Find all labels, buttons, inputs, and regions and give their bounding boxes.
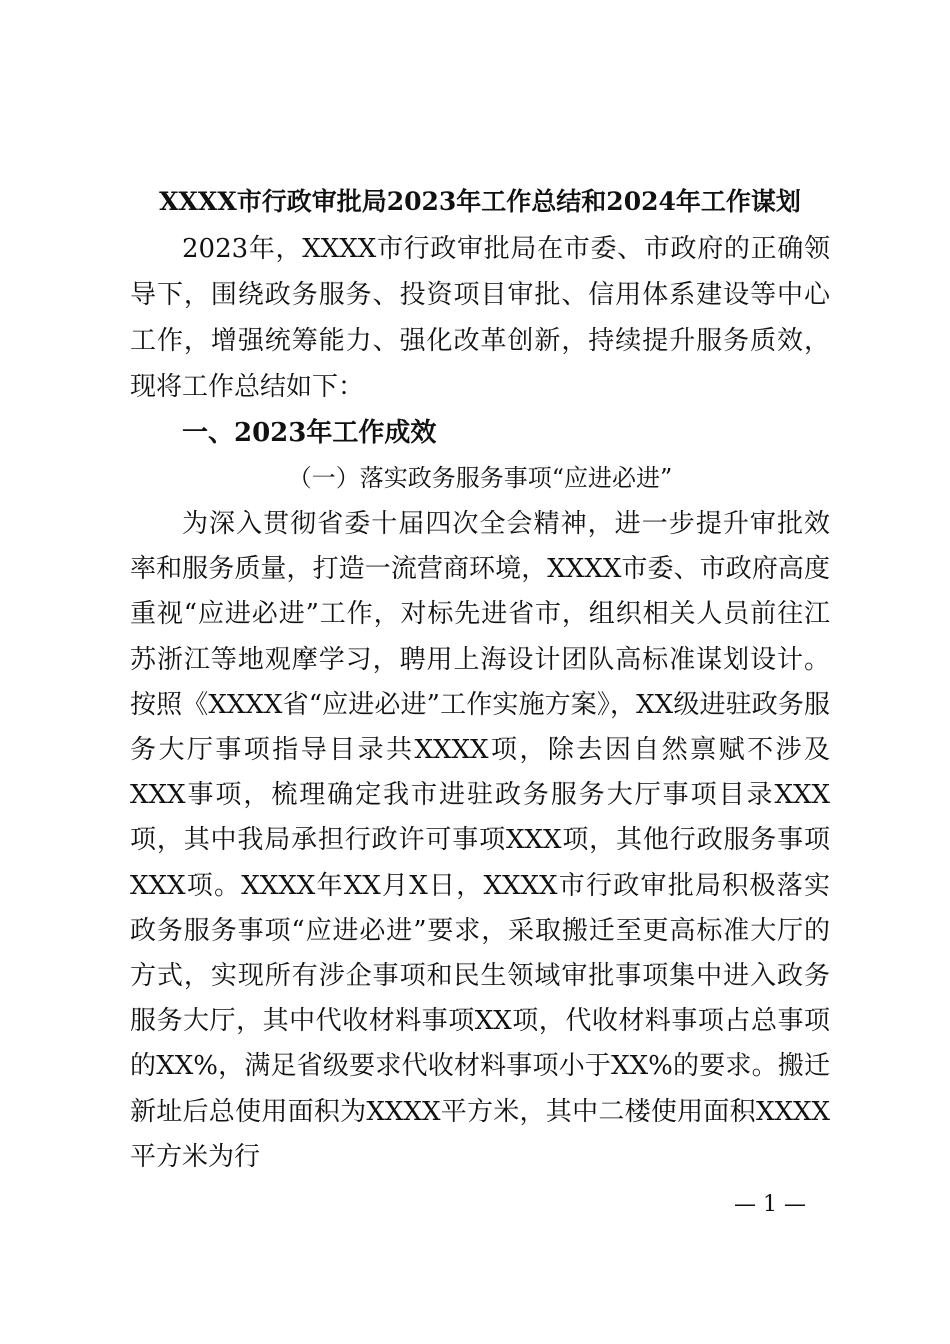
intro-paragraph: 2023年，XXXX市行政审批局在市委、市政府的正确领导下，围绕政务服务、投资项目审批、信用体系建设等中心工作，增强统筹能力、强化改革创新，持续提升服务质效，现将工作总结如下： — [130, 234, 830, 402]
page-number: — 1 — — [734, 1192, 806, 1217]
body-paragraph: 为深入贯彻省委十届四次全会精神，进一步提升审批效率和服务质量，打造一流营商环境，XXXX市委、市政府高度重视“应进必进”工作，对标先进省市，组织相关人员前往江苏浙江等地观摩学习，聘用上海设计团队高标准谋划设计。按照《XXXX省“应进必进”工作实施方案》，XX级进驻政务服务大厅事项指导目录共XXXX项，除去因自然禀赋不涉及XXX事项，梳理确定我市进驻政务服务大厅事项目录XXX项，其中我局承担行政许可事项XXX项，其他行政服务事项XXX项。XXXX年XX月X日，XXXX市行政审批局积极落实政务服务事项“应进必进”要求，采取搬迁至更高标准大厅的方式，实现所有涉企事项和民生领域审批事项集中进入政务服务大厅，其中代收材料事项XX项，代收材料事项占总事项的XX%，满足省级要求代收材料事项小于XX%的要求。搬迁新址后总使用面积为XXXX平方米，其中二楼使用面积XXXX平方米为行 — [130, 509, 830, 1172]
document-title: XXXX市行政审批局2023年工作总结和2024年工作谋划 — [159, 187, 801, 216]
subsection-heading: （一）落实政务服务事项“应进必进” — [287, 464, 673, 492]
section-heading: 一、2023年工作成效 — [182, 418, 437, 448]
